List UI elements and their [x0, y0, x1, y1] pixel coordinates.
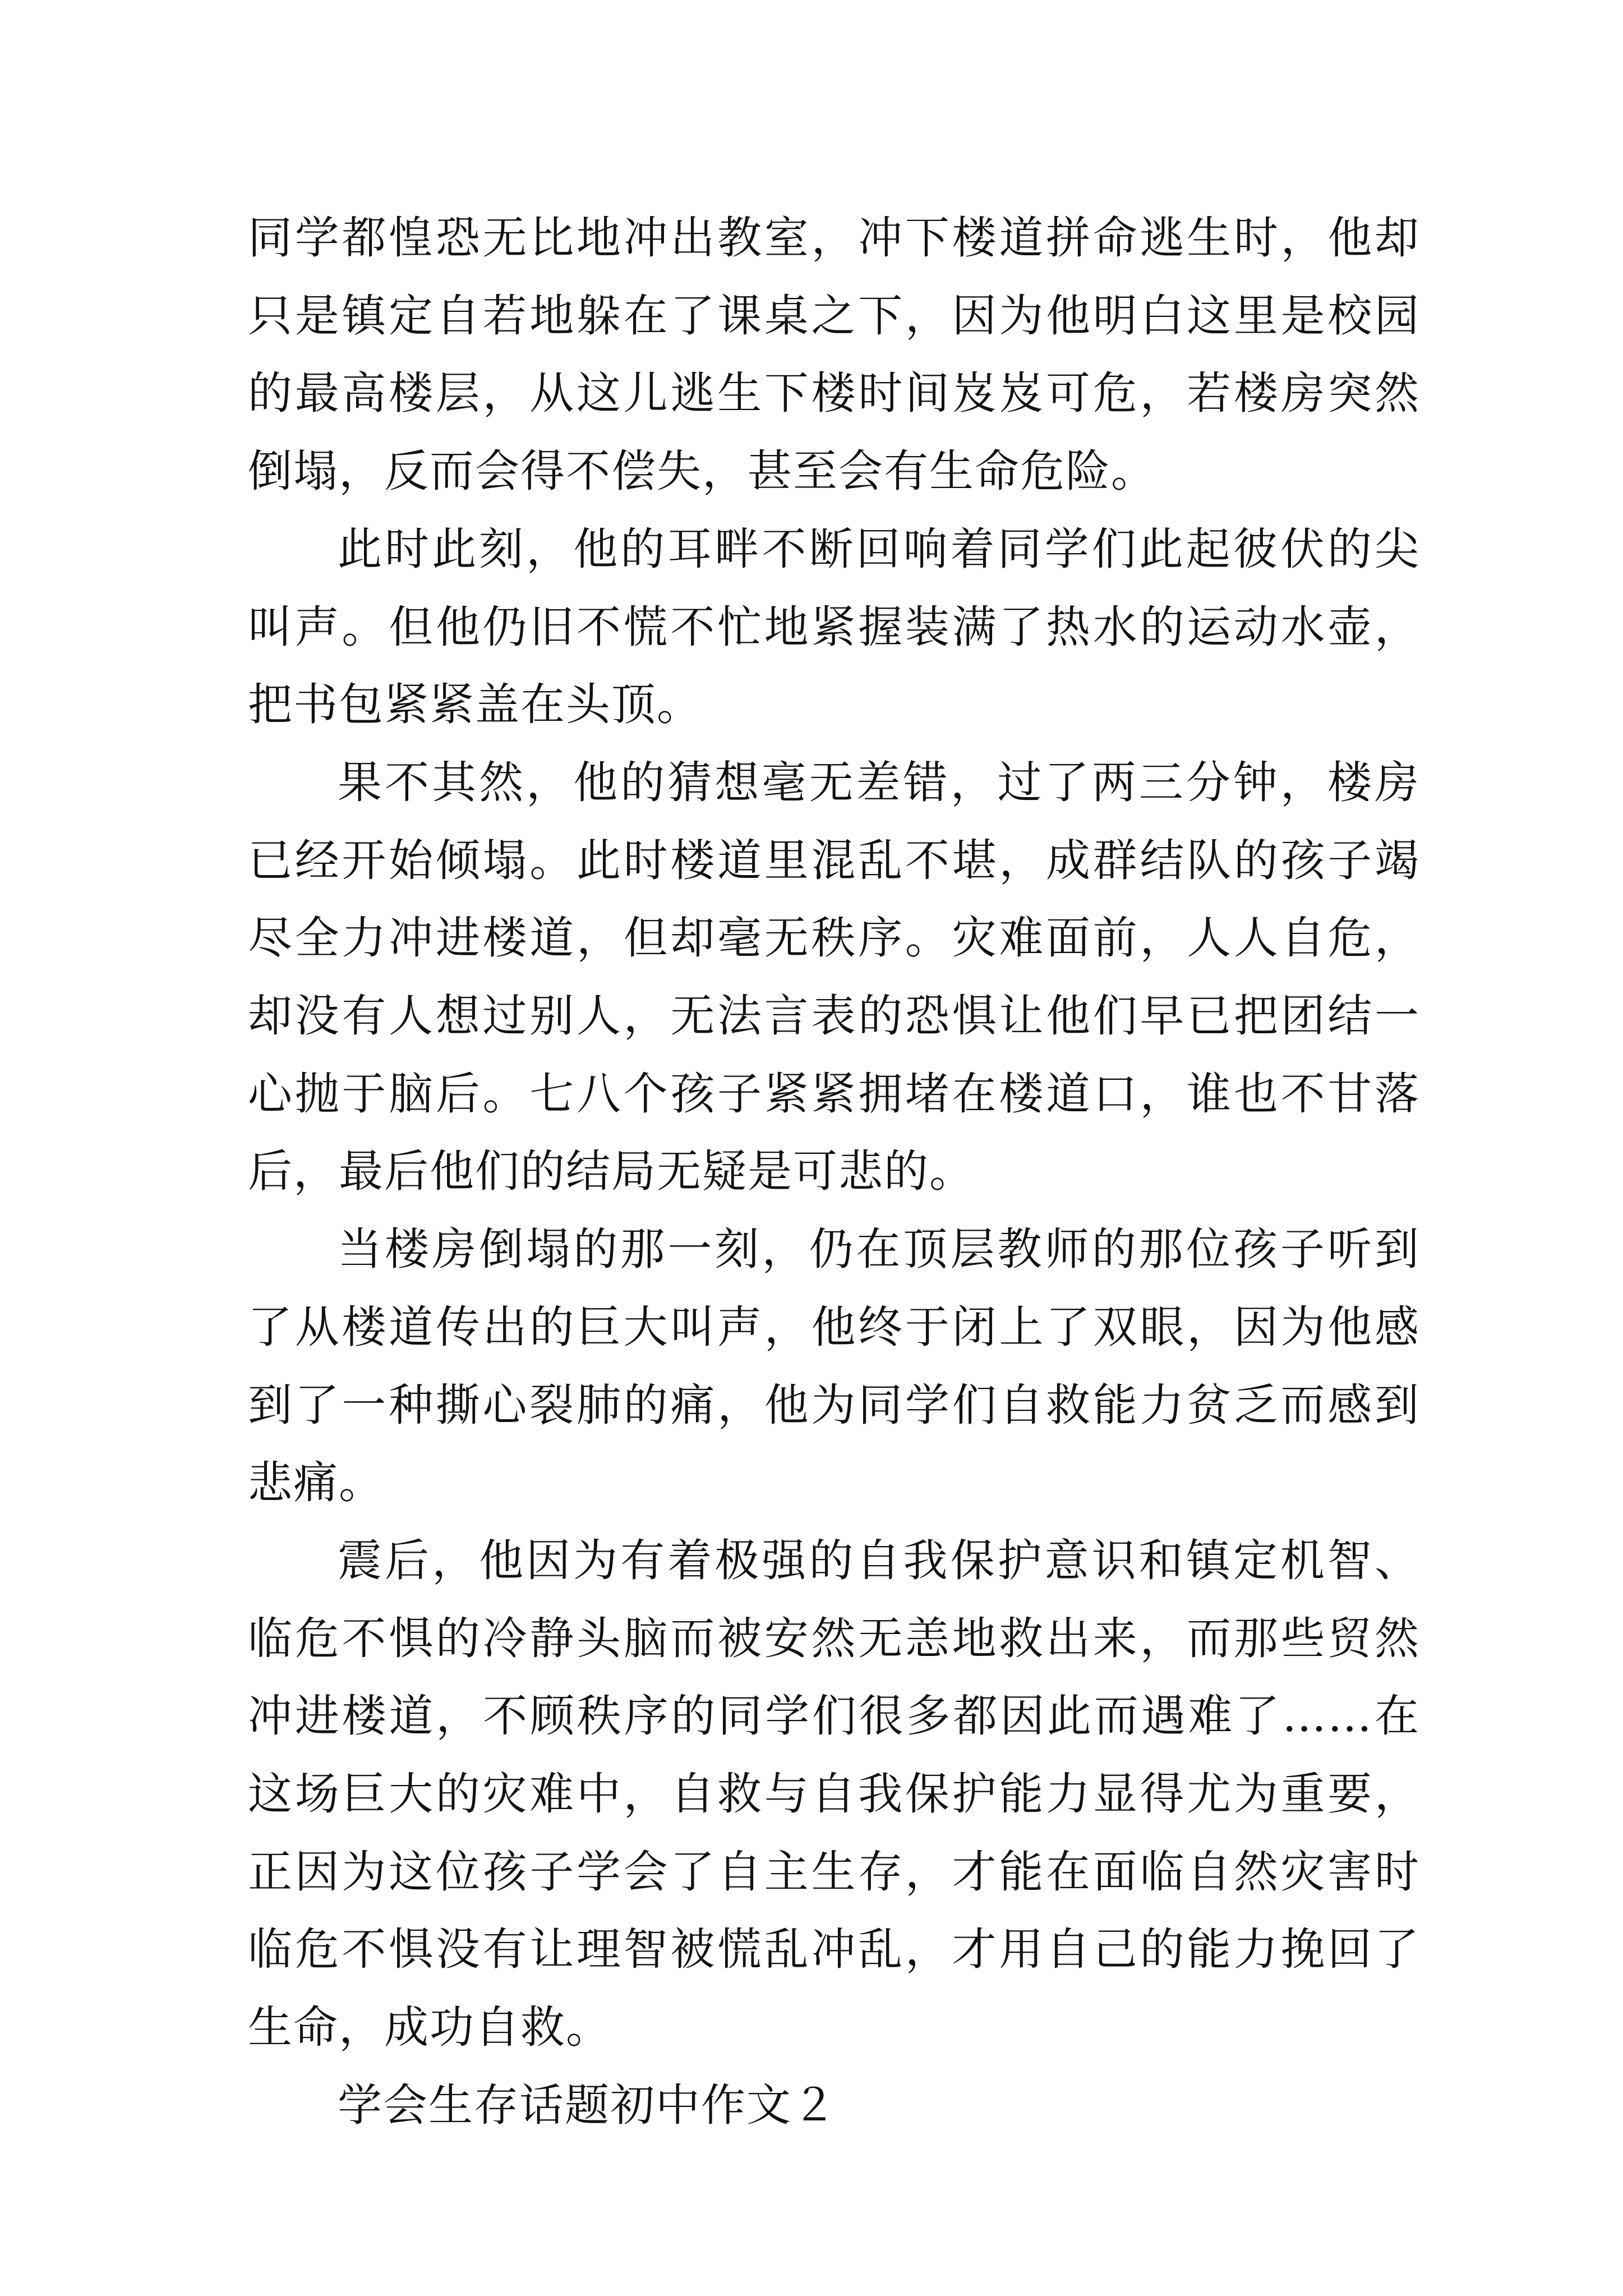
paragraph-5: 震后，他因为有着极强的自我保护意识和镇定机智、临危不惧的冷静头脑而被安然无恙地救出来，而那些贸然冲进楼道，不顾秩序的同学们很多都因此而遇难了……在这场巨大的灾难中，自救与自我保护能力显得尤为重要，正因为这位孩子学会了自主生存，才能在面临自然灾害时临危不惧没有让理智被慌乱冲乱，才用自己的能力挽回了生命，成功自救。 — [248, 1534, 1420, 2054]
paragraph-3: 果不其然，他的猜想毫无差错，过了两三分钟，楼房已经开始倾塌。此时楼道里混乱不堪，成群结队的孩子竭尽全力冲进楼道，但却毫无秩序。灾难面前，人人自危，却没有人想过别人，无法言表的恐惧让他们早已把团结一心抛于脑后。七八个孩子紧紧拥堵在楼道口，谁也不甘落后，最后他们的结局无疑是可悲的。 — [248, 756, 1420, 1198]
paragraph-4: 当楼房倒塌的那一刻，仍在顶层教师的那位孩子听到了从楼道传出的巨大叫声，他终于闭上了双眼，因为他感到了一种撕心裂肺的痛，他为同学们自救能力贫乏而感到悲痛。 — [248, 1223, 1420, 1509]
paragraph-1: 同学都惶恐无比地冲出教室，冲下楼道拼命逃生时，他却只是镇定自若地躲在了课桌之下，因为他明白这里是校园的最高楼层，从这儿逃生下楼时间岌岌可危，若楼房突然倒塌，反而会得不偿失，甚至会有生命危险。 — [248, 212, 1420, 498]
essay-body — [248, 199, 1420, 2145]
paragraph-2: 此时此刻，他的耳畔不断回响着同学们此起彼伏的尖叫声。但他仍旧不慌不忙地紧握装满了热水的运动水壶，把书包紧紧盖在头顶。 — [248, 523, 1420, 731]
essay-title-2: 学会生存话题初中作文２ — [338, 2079, 837, 2131]
